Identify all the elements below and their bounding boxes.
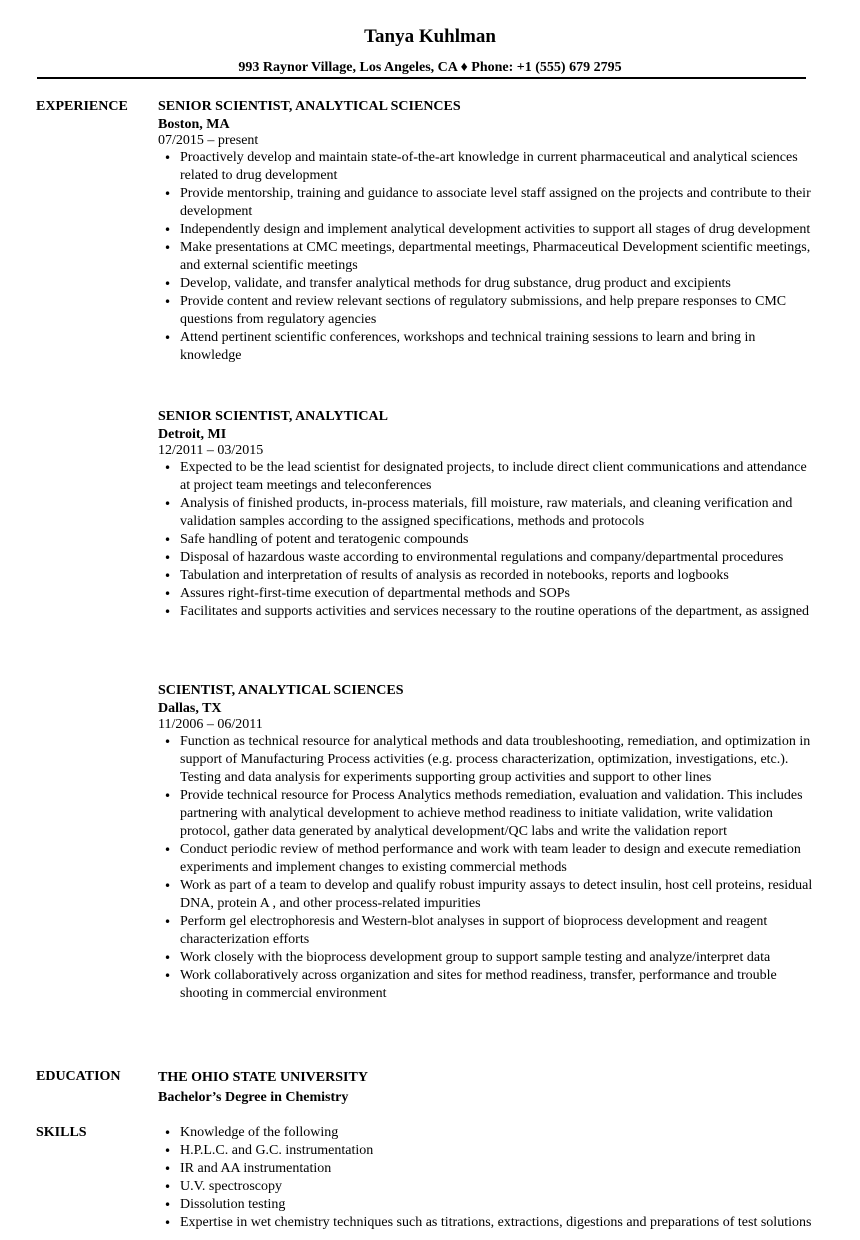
list-item: • Tabulation and interpretation of results of analysis as recorded in notebooks, reports and logbooks — [158, 567, 818, 585]
section-title-skills: SKILLS — [36, 1125, 87, 1140]
job-title: SENIOR SCIENTIST, ANALYTICAL — [158, 409, 388, 424]
job-entry — [158, 682, 818, 1003]
list-item: • Work closely with the bioprocess development group to support sample testing and analyze/interpret data — [158, 949, 818, 967]
list-item: • Work as part of a team to develop and qualify robust impurity assays to detect insulin, host cell proteins, residual DNA, protein A , and other process-related impurities — [158, 877, 818, 913]
job-dates: 12/2011 – 03/2015 — [158, 443, 264, 458]
job-entry — [158, 98, 818, 365]
job-title: SENIOR SCIENTIST, ANALYTICAL SCIENCES — [158, 99, 461, 114]
list-item: • U.V. spectroscopy — [158, 1178, 818, 1196]
job-dates: 07/2015 – present — [158, 133, 259, 148]
list-item: • Provide mentorship, training and guidance to associate level staff assigned on the projects and contribute to their development — [158, 185, 818, 221]
list-item: • Function as technical resource for analytical methods and data troubleshooting, remediation, and optimization in support of Manufacturing Process activities (e.g. process characterization, optimization, investigations, etc.). Testing and data analysis for experiments supporting group activities and support to other lines — [158, 733, 818, 787]
education-entry — [158, 1068, 818, 1108]
list-item: • Knowledge of the following — [158, 1124, 818, 1142]
list-item: • Provide content and review relevant sections of regulatory submissions, and help prepare responses to CMC questions from regulatory agencies — [158, 293, 818, 329]
job-bullets — [158, 149, 818, 365]
list-item: • H.P.L.C. and G.C. instrumentation — [158, 1142, 818, 1160]
skills-list — [158, 1124, 818, 1232]
education-school: THE OHIO STATE UNIVERSITY — [158, 1070, 368, 1085]
list-item: • Proactively develop and maintain state-of-the-art knowledge in current pharmaceutical and analytical sciences related to drug development — [158, 149, 818, 185]
list-item: • Dissolution testing — [158, 1196, 818, 1214]
list-item: • Facilitates and supports activities and services necessary to the routine operations of the department, as assigned — [158, 603, 818, 621]
job-location: Dallas, TX — [158, 701, 222, 716]
candidate-name: Tanya Kuhlman — [364, 26, 496, 47]
job-location: Boston, MA — [158, 117, 230, 132]
job-title: SCIENTIST, ANALYTICAL SCIENCES — [158, 683, 404, 698]
list-item: • Analysis of finished products, in-process materials, fill moisture, raw materials, and cleaning verification and validation samples according to the assigned specifications, methods and protocols — [158, 495, 818, 531]
list-item: • Conduct periodic review of method performance and work with team leader to design and execute remediation experiments and implement changes to existing commercial methods — [158, 841, 818, 877]
job-dates: 11/2006 – 06/2011 — [158, 717, 263, 732]
list-item: • Make presentations at CMC meetings, departmental meetings, Pharmaceutical Development scientific meetings, and external scientific meetings — [158, 239, 818, 275]
job-bullets — [158, 459, 818, 621]
list-item: • Independently design and implement analytical development activities to support all stages of drug development — [158, 221, 818, 239]
header-divider — [37, 77, 806, 79]
job-location: Detroit, MI — [158, 427, 227, 442]
section-title-education: EDUCATION — [36, 1069, 121, 1084]
contact-line: 993 Raynor Village, Los Angeles, CA ♦ Phone: +1 (555) 679 2795 — [238, 60, 622, 75]
skills-entry — [158, 1124, 818, 1232]
list-item: • Disposal of hazardous waste according to environmental regulations and company/departmental procedures — [158, 549, 818, 567]
list-item: • Perform gel electrophoresis and Western-blot analyses in support of bioprocess development and reagent characterization efforts — [158, 913, 818, 949]
list-item: • Work collaboratively across organization and sites for method readiness, transfer, performance and trouble shooting in commercial environment — [158, 967, 818, 1003]
list-item: • Expertise in wet chemistry techniques such as titrations, extractions, digestions and preparations of test solutions — [158, 1214, 818, 1232]
education-degree: Bachelor’s Degree in Chemistry — [158, 1090, 349, 1105]
list-item: • IR and AA instrumentation — [158, 1160, 818, 1178]
list-item: • Provide technical resource for Process Analytics methods remediation, evaluation and validation. This includes partnering with analytical development to achieve method readiness to initiate validation, write validation protocol, gather data generated by analytical development/QC labs and write the validation report — [158, 787, 818, 841]
job-bullets — [158, 733, 818, 1003]
list-item: • Expected to be the lead scientist for designated projects, to include direct client communications and attendance at project team meetings and teleconferences — [158, 459, 818, 495]
list-item: • Safe handling of potent and teratogenic compounds — [158, 531, 818, 549]
job-entry — [158, 408, 818, 621]
list-item: • Attend pertinent scientific conferences, workshops and technical training sessions to learn and bring in knowledge — [158, 329, 818, 365]
list-item: • Develop, validate, and transfer analytical methods for drug substance, drug product and excipients — [158, 275, 818, 293]
list-item: • Assures right-first-time execution of departmental methods and SOPs — [158, 585, 818, 603]
section-title-experience: EXPERIENCE — [36, 99, 128, 114]
